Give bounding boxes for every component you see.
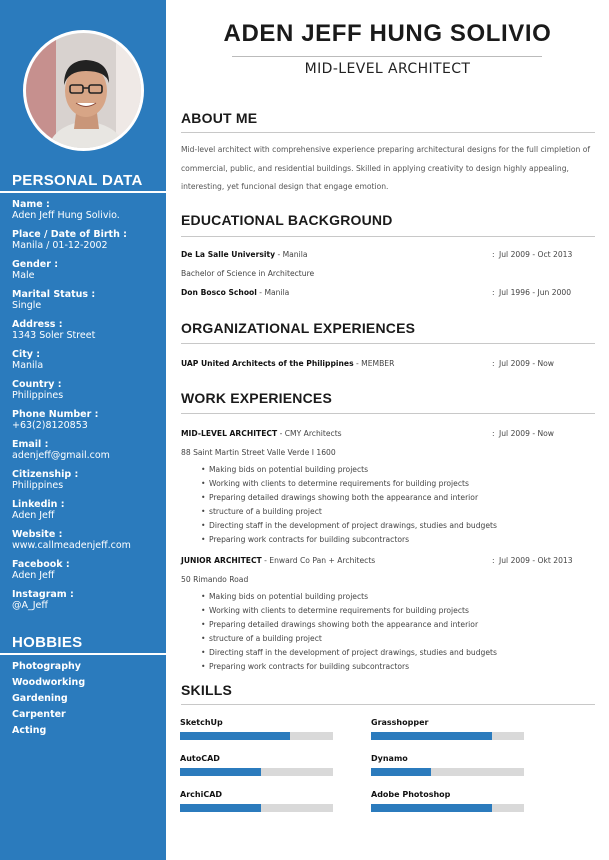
- job-row: [181, 556, 595, 565]
- work-rule: [181, 413, 595, 414]
- personal-item-name: [12, 199, 162, 229]
- job-duties-list: [201, 463, 521, 547]
- candidate-role: MID-LEVEL ARCHITECT: [304, 61, 471, 77]
- duty-item: • Preparing work contracts for building subcontractors: [201, 533, 521, 547]
- job-row: [181, 429, 595, 438]
- education-rule: [181, 236, 595, 237]
- job-company: - Enward Co Pan + Architects: [261, 556, 376, 565]
- job-title: JUNIOR ARCHITECT: [181, 556, 262, 565]
- duty-item: • Preparing detailed drawings showing both the appearance and interior: [201, 618, 521, 632]
- personal-label: Linkedin :: [12, 499, 65, 510]
- title-divider: [232, 56, 542, 57]
- job-address: 50 Rimando Road: [181, 575, 249, 584]
- personal-label: Gender :: [12, 259, 59, 270]
- skill-name: AutoCAD: [180, 754, 220, 763]
- about-text: Mid-level architect with comprehensive experience preparing architectural designs for the full cimpletion of commercial, public, and residential buildings. Skilled in applying creativity to design highly appealing, interesting, yet funcional design that engage emotion.: [181, 145, 591, 191]
- duty-item: • Working with clients to determine requirements for building projects: [201, 477, 521, 491]
- personal-item-website: [12, 529, 162, 559]
- personal-item-linkedin: [12, 499, 162, 529]
- skill-bar-fill: [180, 804, 261, 812]
- personal-value: Single: [12, 300, 42, 311]
- personal-value: Philippines: [12, 390, 64, 401]
- hobby-item: Carpenter: [12, 709, 66, 720]
- personal-label: Marital Status :: [12, 289, 96, 300]
- personal-label: Country :: [12, 379, 62, 390]
- colon: :: [492, 429, 495, 438]
- skill-sketchup: [180, 718, 333, 740]
- personal-label: Instagram :: [12, 589, 74, 600]
- skill-dynamo: [371, 754, 524, 776]
- personal-item-facebook: [12, 559, 162, 589]
- duty-item: • Preparing work contracts for building subcontractors: [201, 660, 521, 674]
- personal-item-email: [12, 439, 162, 469]
- duty-item: • Directing staff in the development of project drawings, studies and budgets: [201, 646, 521, 660]
- education-dates: Jul 2009 - Oct 2013: [499, 250, 573, 259]
- skill-bar-fill: [180, 732, 290, 740]
- personal-value: 1343 Soler Street: [12, 330, 96, 341]
- skills-heading: SKILLS: [181, 682, 232, 698]
- school-name: De La Salle University: [181, 250, 276, 259]
- organization-row: [181, 359, 595, 368]
- job-address: 88 Saint Martin Street Valle Verde I 1600: [181, 448, 336, 457]
- personal-item-city: [12, 349, 162, 379]
- personal-value: Manila: [12, 360, 44, 371]
- colon: :: [492, 288, 495, 297]
- personal-data-rule: [0, 191, 166, 193]
- skills-rule: [181, 704, 595, 705]
- duty-item: • Making bids on potential building projects: [201, 463, 521, 477]
- about-rule: [181, 132, 595, 133]
- skill-archicad: [180, 790, 333, 812]
- school-place: - Manila: [275, 250, 308, 259]
- skill-name: Grasshopper: [371, 718, 429, 727]
- hobby-item: Acting: [12, 725, 47, 736]
- personal-item-gender: [12, 259, 162, 289]
- job-company: - CMY Architects: [277, 429, 342, 438]
- personal-label: Place / Date of Birth :: [12, 229, 127, 240]
- hobbies-list: [12, 661, 162, 741]
- personal-item-marital-status: [12, 289, 162, 319]
- organizations-rule: [181, 343, 595, 344]
- job-dates: Jul 2009 - Okt 2013: [499, 556, 573, 565]
- duty-item-continued: • structure of a building project: [201, 505, 521, 519]
- duty-item-continued: • structure of a building project: [201, 632, 521, 646]
- hobbies-rule: [0, 653, 166, 655]
- skill-name: ArchiCAD: [180, 790, 223, 799]
- personal-label: Address :: [12, 319, 63, 330]
- work-heading: WORK EXPERIENCES: [181, 390, 332, 406]
- organization-role: - MEMBER: [353, 359, 395, 368]
- personal-value: Aden Jeff Hung Solivio.: [12, 210, 120, 221]
- personal-item-instagram: [12, 589, 162, 619]
- education-row: [181, 288, 595, 297]
- personal-item-phone: [12, 409, 162, 439]
- education-dates: Jul 1996 - Jun 2000: [499, 288, 572, 297]
- hobbies-heading: HOBBIES: [12, 634, 83, 651]
- duty-item: • Working with clients to determine requirements for building projects: [201, 604, 521, 618]
- personal-value: Philippines: [12, 480, 64, 491]
- personal-item-address: [12, 319, 162, 349]
- personal-item-citizenship: [12, 469, 162, 499]
- personal-value[interactable]: Aden Jeff: [12, 510, 55, 521]
- personal-value[interactable]: adenjeff@gmail.com: [12, 450, 110, 461]
- skill-name: SketchUp: [180, 718, 223, 727]
- organizations-heading: ORGANIZATIONAL EXPERIENCES: [181, 320, 416, 336]
- personal-value[interactable]: www.callmeadenjeff.com: [12, 540, 131, 551]
- personal-label: Name :: [12, 199, 50, 210]
- hobby-item: Woodworking: [12, 677, 86, 688]
- skill-bar-track: [371, 804, 524, 812]
- school-place: - Manila: [256, 288, 290, 297]
- skill-bar-track: [180, 804, 333, 812]
- organization-dates: Jul 2009 - Now: [499, 359, 555, 368]
- personal-label: Citizenship :: [12, 469, 79, 480]
- organization-name: UAP United Architects of the Philippines: [181, 359, 354, 368]
- about-heading: ABOUT ME: [181, 110, 258, 126]
- personal-label: Facebook :: [12, 559, 70, 570]
- job-dates: Jul 2009 - Now: [499, 429, 555, 438]
- personal-value: Manila / 01-12-2002: [12, 240, 108, 251]
- personal-value: +63(2)8120853: [12, 420, 88, 431]
- skill-bar-fill: [371, 804, 492, 812]
- education-heading: EDUCATIONAL BACKGROUND: [181, 212, 393, 228]
- skill-autocad: [180, 754, 333, 776]
- colon: :: [492, 250, 495, 259]
- school-name: Don Bosco School: [181, 288, 257, 297]
- skill-bar-track: [371, 732, 524, 740]
- skill-bar-fill: [371, 732, 492, 740]
- personal-value[interactable]: @A_Jeff: [12, 600, 48, 611]
- profile-photo: [23, 30, 144, 151]
- sidebar: [0, 0, 166, 860]
- skill-bar-track: [180, 732, 333, 740]
- personal-label: Email :: [12, 439, 49, 450]
- personal-item-birth: [12, 229, 162, 259]
- job-title: MID-LEVEL ARCHITECT: [181, 429, 278, 438]
- colon: :: [492, 359, 495, 368]
- personal-data-list: [12, 199, 162, 619]
- duty-item: • Directing staff in the development of project drawings, studies and budgets: [201, 519, 521, 533]
- candidate-name: ADEN JEFF HUNG SOLIVIO: [223, 20, 552, 47]
- personal-value[interactable]: Aden Jeff: [12, 570, 55, 581]
- skill-name: Adobe Photoshop: [371, 790, 451, 799]
- personal-data-heading: PERSONAL DATA: [12, 172, 143, 189]
- personal-value: Male: [12, 270, 35, 281]
- skill-name: Dynamo: [371, 754, 408, 763]
- duty-item: • Preparing detailed drawings showing both the appearance and interior: [201, 491, 521, 505]
- skill-bar-fill: [371, 768, 431, 776]
- skill-grasshopper: [371, 718, 524, 740]
- personal-label: Website :: [12, 529, 63, 540]
- job-duties-list: [201, 590, 521, 674]
- duty-item: • Making bids on potential building projects: [201, 590, 521, 604]
- personal-label: City :: [12, 349, 41, 360]
- hobby-item: Photography: [12, 661, 81, 672]
- hobby-item: Gardening: [12, 693, 68, 704]
- personal-item-country: [12, 379, 162, 409]
- skill-bar-track: [371, 768, 524, 776]
- education-row: [181, 250, 595, 259]
- personal-label: Phone Number :: [12, 409, 99, 420]
- skill-bar-fill: [180, 768, 261, 776]
- colon: :: [492, 556, 495, 565]
- skill-adobe-photoshop: [371, 790, 524, 812]
- degree: Bachelor of Science in Architecture: [181, 269, 315, 278]
- skill-bar-track: [180, 768, 333, 776]
